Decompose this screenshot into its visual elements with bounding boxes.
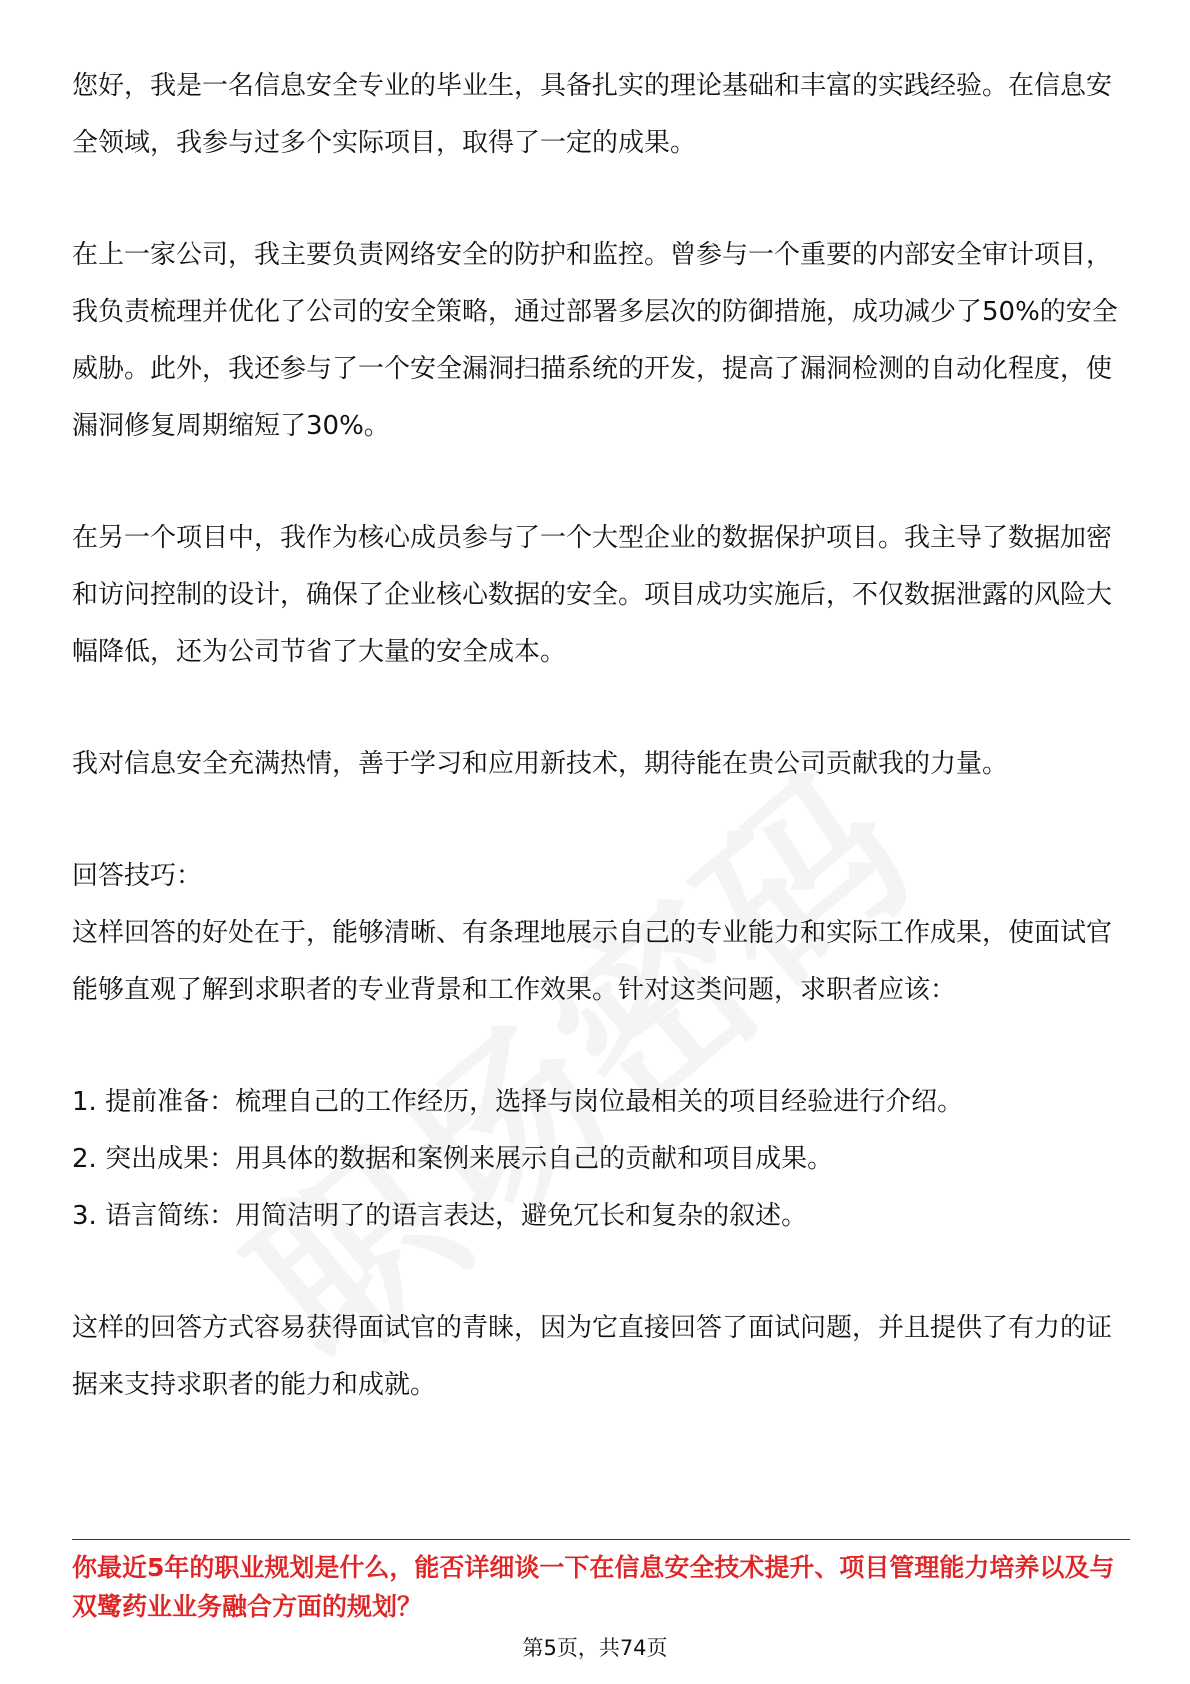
spacer [72,1245,1130,1300]
spacer [72,793,1130,848]
tips-list-item: 2. 突出成果：用具体的数据和案例来展示自己的贡献和项目成果。 [72,1144,834,1174]
tips-list-item: 1. 提前准备：梳理自己的工作经历，选择与岗位最相关的项目经验进行介绍。 [72,1087,964,1117]
spacer [72,681,1130,736]
spacer [72,172,1130,227]
tips-intro: 这样回答的好处在于，能够清晰、有条理地展示自己的专业能力和实际工作成果，使面试官能够直观了解到求职者的专业背景和工作效果。针对这类问题，求职者应该： [72,918,1113,1005]
section-divider [72,1539,1130,1540]
tips-conclusion: 这样的回答方式容易获得面试官的青睐，因为它直接回答了面试问题，并且提供了有力的证据来支持求职者的能力和成就。 [72,1313,1113,1400]
next-question-heading: 你最近5年的职业规划是什么，能否详细谈一下在信息安全技术提升、项目管理能力培养以及与双鹭药业业务融合方面的规划？ [72,1553,1115,1621]
tips-list-item: 3. 语言简练：用简洁明了的语言表达，避免冗长和复杂的叙述。 [72,1201,808,1231]
paragraph-passion: 我对信息安全充满热情，善于学习和应用新技术，期待能在贵公司贡献我的力量。 [72,749,1009,779]
paragraph-intro: 您好，我是一名信息安全专业的毕业生，具备扎实的理论基础和丰富的实践经验。在信息安全领域，我参与过多个实际项目，取得了一定的成果。 [72,71,1113,158]
spacer [72,455,1130,510]
paragraph-data-protection: 在另一个项目中，我作为核心成员参与了一个大型企业的数据保护项目。我主导了数据加密和访问控制的设计，确保了企业核心数据的安全。项目成功实施后，不仅数据泄露的风险大幅降低，还为公司节省了大量的安全成本。 [72,523,1113,667]
paragraph-previous-company: 在上一家公司，我主要负责网络安全的防护和监控。曾参与一个重要的内部安全审计项目，我负责梳理并优化了公司的安全策略，通过部署多层次的防御措施，成功减少了50%的安全威胁。此外，我还参与了一个安全漏洞扫描系统的开发，提高了漏洞检测的自动化程度，使漏洞修复周期缩短了30%。 [72,240,1118,441]
spacer [72,1019,1130,1074]
document-body [72,58,1130,1414]
page-number: 第5页，共74页 [522,1636,668,1660]
tips-label: 回答技巧： [72,861,203,891]
